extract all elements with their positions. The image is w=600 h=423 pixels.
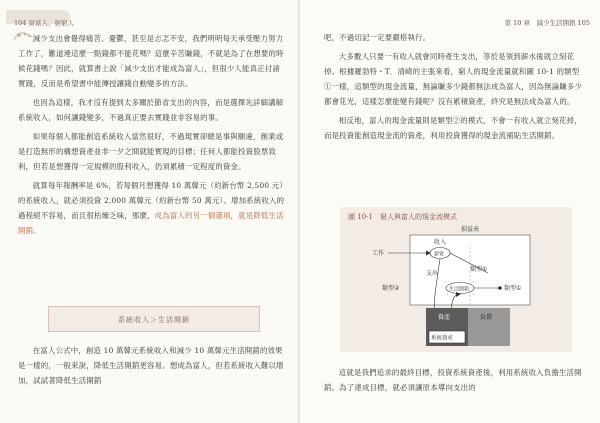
type2-label: 類型② [382, 285, 400, 292]
right-bottom-text [324, 365, 584, 399]
assets-label: 資產 [438, 314, 451, 321]
type1-right-label: 類型① [470, 266, 488, 273]
left-bottom-text [18, 343, 286, 392]
cashflow-figure [340, 207, 572, 352]
right-paragraph-2: 大多數人只要一有收入就會同時產生支出，等於是領到薪水後就立刻花掉。根據羅勃特・T．清崎的主張來看，窮人的現金流量就和圖 10-1 的類型①一樣，這類型的現金流量，無論賺多少錢都無法成為富人，因為無論賺多少都會花光，這樣怎麼能變有錢呢？沒有累積資產，終究是無法成為富人的。 [324, 52, 583, 106]
left-paragraph-3: 如果每個人都能創造系統收入當然很好，不過現實卻總是事與願違，創業或是打造無形的構想資產並非一夕之間就能實現的目標；任何人都能投資股票致利，但若是想獲得一定規模的股利收入，仍須累積一定程度的資金。 [18, 132, 284, 171]
cashflow-diagram [340, 207, 572, 352]
work-label: 工作 [372, 250, 385, 257]
right-running-head: 第 10 章 減少生活開銷 105 [504, 19, 590, 27]
left-running-head: 104 富富人，窮窮人 [6, 10, 70, 24]
right-body-text [324, 30, 584, 147]
salary-label: 薪資 [434, 251, 445, 258]
system-assets-label: 系統資產 [431, 335, 454, 342]
right-bottom-paragraph: 這就是我們追求的最終目標，投資系統資產後，利用系統收入負擔生活開銷。為了達成目標，就必須讓原本導向支出的 [324, 368, 582, 392]
callout-text: 系統收入＞生活開銷 [118, 316, 190, 324]
type1-small-label: 類型① [504, 285, 522, 292]
callout-box [48, 306, 260, 332]
left-paragraph-2: 也因為這樣，我才沒有提到太多關於節省支出的內容，而是選擇先詳細講解系統收入，如何讓錢變多，不過真正要去實踐並非容易的事。 [18, 98, 284, 122]
figure-title: 圖 10-1 窮人與富人的現金流模式 [348, 213, 457, 221]
liabilities-label: 負債 [480, 314, 493, 321]
left-bottom-paragraph: 在富人公式中，創造 10 萬韓元系統收入和減少 10 萬韓元生活開銷的效果是一樣的，一般來說，降低生活開銷更容易。想成為富人，但若系統收入難以增加，試試著降低生活開銷 [18, 346, 284, 385]
highlighted-phrase: 成為富人的另一個選項，就是降低生活開銷。 [18, 211, 284, 235]
right-paragraph-1: 吧，不過切記一定要嚴格執行。 [324, 33, 431, 42]
left-paragraph-4: 就算每年報酬率是 6%，若每個月想獲得 10 萬韓元（約新台幣 2,500 元）的系統收入，就必須投資 2,000 萬韓元（約新台幣 50 萬元）。增加系統收入的過程絕不容易，而且很枯燥乏味，那麼，成為富人的另一個選項，就是降低生活開銷。 [18, 181, 285, 235]
income-label: 收入 [434, 239, 447, 246]
right-paragraph-3: 相反地，富人的現金流量則是類型②的模式，不會一有收入就立刻花掉，而是投資能創造現金流的資產，利用投資獲得的現金流補貼生活開銷。 [324, 116, 582, 140]
statement-label: 損益表 [461, 226, 480, 233]
left-body-text [18, 31, 286, 242]
left-paragraph-1: 減少支出會覺得痛苦、憂鬱，甚至是忐忑不安，我們明明每天承受壓力努力工作了，難道連這麼一點錢都不能花嗎？這麼辛苦賺錢，不就是為了在想要的時候花錢嗎？因此，就算書上說「減少支出才能成為富人」，但很少人能真正付諸實踐，反而是希望書中能傳授讓錢自動變多的方法。 [18, 34, 284, 88]
living-label: 生活開銷 [449, 286, 470, 293]
expense-label: 支出 [426, 270, 439, 277]
